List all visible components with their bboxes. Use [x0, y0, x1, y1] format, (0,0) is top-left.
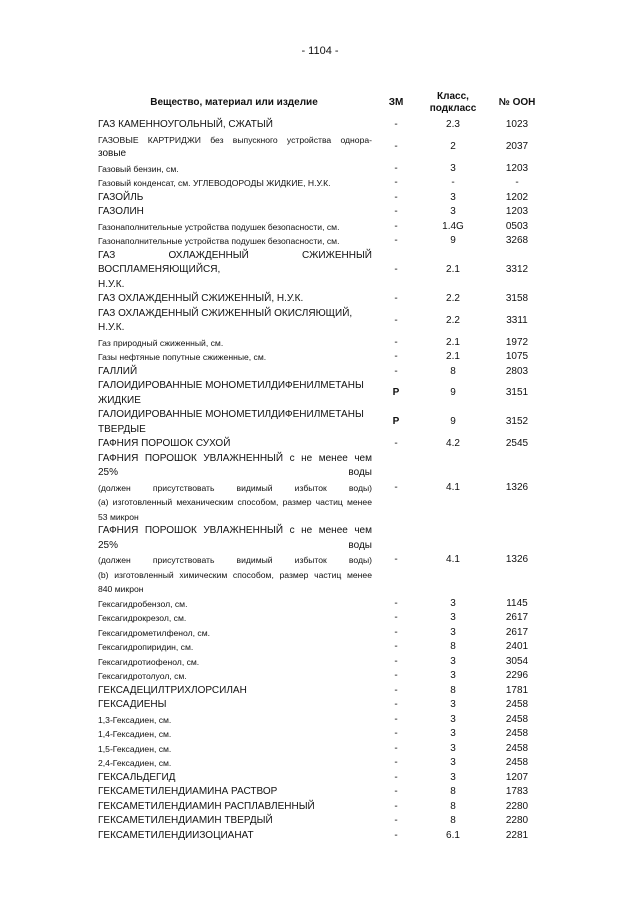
un-number-value: 2280: [505, 800, 529, 812]
substance-name-line: Газонаполнительные устройства подушек безопасности, см.: [98, 236, 340, 246]
class-value: 3: [450, 713, 456, 725]
substance-name-line: ГАЗОЛИН: [98, 206, 144, 217]
substance-name: [96, 365, 372, 380]
zm-value: -: [394, 140, 398, 152]
table-row: [96, 307, 548, 336]
class-value: 3: [450, 757, 456, 768]
zm-value: -: [394, 641, 398, 652]
substance-name-line: (b) изготовленный химическим способом, размер частиц менее: [98, 569, 372, 580]
table-row: [96, 133, 548, 162]
table-row: [96, 350, 548, 365]
un-number-value: 1075: [505, 351, 529, 362]
substance-name-line: 840 микрон: [98, 584, 144, 594]
substance-name-line: ГАЛЛИЙ: [98, 365, 138, 377]
substance-name: [96, 234, 372, 249]
substance-name: [96, 727, 372, 742]
zm-value: -: [394, 162, 398, 174]
table-row: [96, 234, 548, 249]
un-number-value: 3151: [505, 387, 529, 399]
table-row: [96, 205, 548, 220]
table-row: [96, 611, 548, 626]
zm-value: -: [394, 670, 398, 681]
class-value: 2.1: [446, 336, 460, 348]
substance-name-line: ГЕКСАМЕТИЛЕНДИИЗОЦИАНАТ: [98, 829, 254, 841]
table-row: [96, 336, 548, 351]
table-row: [96, 698, 548, 713]
table-row: [96, 220, 548, 235]
substance-name-line: (должен присутствовать видимый избыток воды): [98, 555, 372, 565]
substance-name-line: ГАЗ ОХЛАЖДЕННЫЙ СЖИЖЕННЫЙ ВОСПЛАМЕНЯЮЩИЙСЯ,: [98, 249, 372, 275]
class-value: 2.2: [446, 293, 460, 304]
substance-name: [96, 814, 372, 829]
zm-value: -: [394, 684, 398, 696]
substance-name-line: ГАЗ ОХЛАЖДЕННЫЙ СЖИЖЕННЫЙ ОКИСЛЯЮЩИЙ, Н.У.К.: [98, 307, 353, 333]
header-class: Класс, подкласс: [429, 91, 477, 114]
table-row: [96, 524, 548, 597]
substance-name: [96, 800, 372, 815]
substance-name: [96, 220, 372, 235]
class-value: 4.1: [446, 481, 460, 493]
un-number-value: 1203: [505, 162, 529, 174]
substance-name: [96, 350, 372, 365]
table-row: [96, 785, 548, 800]
zm-value: -: [394, 655, 398, 667]
un-number-value: 0503: [505, 220, 529, 232]
zm-value: -: [394, 220, 398, 232]
table-row: [96, 727, 548, 742]
zm-value: -: [394, 786, 398, 797]
substance-name-line: ГАФНИЯ ПОРОШОК УВЛАЖНЕННЫЙ с не менее чем 25% воды: [98, 525, 372, 551]
table-row: [96, 669, 548, 684]
un-number-value: 2617: [505, 626, 529, 638]
substance-name: [96, 829, 372, 844]
substance-name-line: ЖИДКИЕ: [98, 394, 141, 406]
substance-name-line: 2,4-Гексадиен, см.: [98, 758, 172, 768]
substance-name-line: ТВЕРДЫЕ: [98, 423, 146, 435]
zm-value: -: [394, 713, 398, 725]
substance-name: [96, 742, 372, 757]
un-number-value: 2803: [505, 365, 529, 377]
table-row: [96, 437, 548, 452]
table-row: [96, 292, 548, 307]
substance-name: [96, 597, 372, 612]
class-value: 3: [450, 742, 456, 754]
substance-name: [96, 655, 372, 670]
un-number-value: 2545: [505, 438, 529, 449]
substance-name-line: ГАФНИЯ ПОРОШОК УВЛАЖНЕННЫЙ с не менее чем 25% воды: [98, 452, 372, 478]
un-number-value: 1781: [505, 684, 529, 696]
substance-name: [96, 249, 372, 293]
class-value: 3: [450, 206, 456, 217]
table-row: [96, 162, 548, 177]
zm-value: -: [394, 438, 398, 449]
class-value: 8: [450, 365, 456, 377]
substance-name-line: Газ природный сжиженный, см.: [98, 337, 224, 348]
class-value: 9: [450, 416, 456, 428]
substance-name-line: 1,4-Гексадиен, см.: [98, 729, 172, 739]
header-zm: ЗМ: [388, 97, 404, 108]
table-row: [96, 829, 548, 844]
class-value: 8: [450, 786, 456, 797]
table-row: [96, 379, 548, 408]
substance-name: [96, 452, 372, 525]
zm-value: -: [394, 314, 398, 326]
substance-name-line: Газовый бензин, см.: [98, 163, 179, 174]
un-number-value: 1203: [505, 206, 529, 217]
class-value: 3: [450, 597, 456, 609]
substance-name-line: Гексагидротиофенол, см.: [98, 656, 200, 667]
zm-value: -: [394, 728, 398, 739]
class-value: 6.1: [446, 829, 460, 841]
substance-name: [96, 437, 372, 452]
substance-name: [96, 118, 372, 133]
substance-name-line: Гексагидрометилфенол, см.: [98, 627, 211, 638]
class-value: 2.3: [446, 119, 460, 130]
substance-name-line: 1,5-Гексадиен, см.: [98, 743, 172, 754]
table-row: [96, 655, 548, 670]
substance-name-line: ГЕКСАДИЕНЫ: [98, 699, 167, 710]
class-value: 3: [450, 771, 456, 783]
substance-name-line: ГАЗ КАМЕННОУГОЛЬНЫЙ, СЖАТЫЙ: [98, 119, 273, 130]
zm-value: -: [394, 365, 398, 377]
un-number-value: 2296: [505, 670, 529, 681]
un-number-value: 1202: [505, 191, 529, 203]
zm-value: -: [394, 742, 398, 754]
zm-value: -: [394, 119, 398, 130]
substance-name: [96, 162, 372, 177]
zm-value: -: [394, 815, 398, 826]
substance-name-line: зовые: [98, 148, 127, 159]
zm-value: -: [394, 481, 398, 493]
class-value: 3: [450, 626, 456, 638]
class-value: 3: [450, 655, 456, 667]
un-number-value: 2280: [505, 815, 529, 826]
un-number-value: 1145: [506, 597, 528, 609]
table-row: [96, 176, 548, 191]
table-row: [96, 597, 548, 612]
table-row: [96, 800, 548, 815]
un-number-value: 3158: [505, 293, 529, 304]
un-number-value: 1972: [505, 336, 529, 348]
un-number-value: 3312: [505, 264, 529, 275]
class-value: 4.1: [446, 554, 460, 565]
table-row: [96, 684, 548, 699]
class-value: 3: [450, 612, 456, 623]
un-number-value: 1326: [505, 554, 529, 565]
table-row: [96, 640, 548, 655]
class-value: 2: [450, 140, 456, 152]
un-number-value: 2458: [505, 742, 529, 754]
substance-name: [96, 640, 372, 655]
zm-value: -: [394, 351, 398, 362]
table-row: [96, 408, 548, 437]
substance-name-line: Газы нефтяные попутные сжиженные, см.: [98, 352, 267, 362]
class-value: 8: [450, 815, 456, 826]
substance-name: [96, 785, 372, 800]
table-row: [96, 118, 548, 133]
table-row: [96, 713, 548, 728]
substance-name: [96, 336, 372, 351]
zm-value: -: [394, 829, 398, 841]
zm-value: -: [394, 626, 398, 638]
un-number-value: 3268: [505, 235, 529, 246]
substance-name-line: (а) изготовленный механическим способом, размер частиц менее: [98, 497, 372, 507]
table-row: [96, 626, 548, 641]
substance-name-line: ГЕКСАДЕЦИЛТРИХЛОРСИЛАН: [98, 684, 247, 696]
un-number-value: 1326: [505, 481, 529, 493]
zm-value: -: [394, 800, 398, 812]
un-number-value: 2458: [505, 757, 529, 768]
substance-name-line: ГАЛОИДИРОВАННЫЕ МОНОМЕТИЛДИФЕНИЛМЕТАНЫ: [98, 380, 364, 391]
substance-name-line: ГЕКСАМЕТИЛЕНДИАМИН РАСПЛАВЛЕННЫЙ: [98, 800, 315, 812]
substance-name-line: Газовый конденсат, см. УГЛЕВОДОРОДЫ ЖИДКИЕ, Н.У.К.: [98, 178, 331, 188]
substance-name: [96, 684, 372, 699]
dangerous-goods-table: [96, 88, 548, 843]
zm-value: -: [394, 757, 398, 768]
zm-value: -: [394, 771, 398, 783]
un-number-value: 2458: [505, 699, 529, 710]
substance-name-line: ГАЛОИДИРОВАННЫЕ МОНОМЕТИЛДИФЕНИЛМЕТАНЫ: [98, 409, 364, 420]
zm-value: -: [394, 177, 398, 188]
un-number-value: 2458: [505, 728, 529, 739]
substance-name-line: ГЕКСАЛЬДЕГИД: [98, 771, 176, 783]
table-row: [96, 814, 548, 829]
class-value: 2.1: [446, 264, 460, 275]
substance-name: [96, 771, 372, 786]
page-number: - 1104 -: [301, 45, 339, 57]
header-substance: Вещество, материал или изделие: [150, 97, 318, 108]
class-value: 3: [450, 191, 456, 203]
class-value: 3: [450, 670, 456, 681]
table-row: [96, 742, 548, 757]
header-un-number: № ООН: [498, 97, 536, 108]
substance-name-line: ГАЗОЙЛЬ: [98, 191, 144, 203]
table-row: [96, 191, 548, 206]
substance-name: [96, 307, 372, 336]
class-value: -: [451, 177, 455, 188]
class-value: 3: [450, 162, 456, 174]
class-value: 4.2: [446, 438, 460, 449]
un-number-value: -: [515, 177, 519, 188]
substance-name: [96, 191, 372, 206]
un-number-value: 2458: [505, 713, 529, 725]
substance-name-line: 53 микрон: [98, 511, 139, 522]
substance-name-line: Н.У.К.: [98, 278, 125, 290]
zm-value: -: [394, 235, 398, 246]
substance-name-line: Гексагидротолуол, см.: [98, 671, 187, 681]
substance-name: [96, 756, 372, 771]
un-number-value: 3311: [506, 314, 528, 326]
substance-name-line: ГАЗ ОХЛАЖДЕННЫЙ СЖИЖЕННЫЙ, Н.У.К.: [98, 293, 304, 304]
zm-value: P: [392, 387, 400, 399]
substance-name: [96, 626, 372, 641]
class-value: 8: [450, 641, 456, 652]
table-row: [96, 452, 548, 525]
substance-name-line: (должен присутствовать видимый избыток воды): [98, 482, 372, 493]
substance-name-line: ГЕКСАМЕТИЛЕНДИАМИН ТВЕРДЫЙ: [98, 815, 273, 826]
class-value: 3: [450, 728, 456, 739]
substance-name-line: 1,3-Гексадиен, см.: [98, 714, 172, 725]
substance-name: [96, 611, 372, 626]
substance-name: [96, 176, 372, 191]
class-value: 8: [450, 800, 456, 812]
substance-name: [96, 292, 372, 307]
zm-value: -: [394, 336, 398, 348]
class-value: 1.4G: [442, 220, 464, 232]
zm-value: P: [392, 416, 400, 428]
class-value: 2.2: [446, 314, 460, 326]
substance-name: [96, 133, 372, 162]
zm-value: -: [394, 264, 398, 275]
substance-name: [96, 669, 372, 684]
zm-value: -: [394, 699, 398, 710]
substance-name: [96, 379, 372, 408]
zm-value: -: [394, 612, 398, 623]
class-value: 2.1: [446, 351, 460, 362]
substance-name: [96, 205, 372, 220]
substance-name-line: ГЕКСАМЕТИЛЕНДИАМИНА РАСТВОР: [98, 786, 278, 797]
class-value: 8: [450, 684, 456, 696]
substance-name: [96, 408, 372, 437]
un-number-value: 1207: [505, 771, 529, 783]
substance-name: [96, 698, 372, 713]
zm-value: -: [394, 597, 398, 609]
un-number-value: 2281: [505, 829, 529, 841]
zm-value: -: [394, 191, 398, 203]
substance-name: [96, 524, 372, 597]
table-row: [96, 771, 548, 786]
table-row: [96, 756, 548, 771]
substance-name-line: ГАФНИЯ ПОРОШОК СУХОЙ: [98, 438, 231, 449]
class-value: 9: [450, 387, 456, 399]
zm-value: -: [394, 554, 398, 565]
un-number-value: 3054: [505, 655, 529, 667]
class-value: 3: [450, 699, 456, 710]
un-number-value: 2037: [505, 140, 529, 152]
un-number-value: 2401: [505, 641, 529, 652]
substance-name-line: ГАЗОВЫЕ КАРТРИДЖИ без выпускного устройства однора-: [98, 134, 372, 145]
substance-name-line: Гексагидропиридин, см.: [98, 642, 194, 652]
substance-name-line: Газонаполнительные устройства подушек безопасности, см.: [98, 221, 340, 232]
table-row: [96, 249, 548, 293]
substance-name: [96, 713, 372, 728]
table-row: [96, 365, 548, 380]
substance-name-line: Гексагидробензол, см.: [98, 598, 188, 609]
un-number-value: 1023: [505, 119, 529, 130]
un-number-value: 2617: [505, 612, 529, 623]
class-value: 9: [450, 235, 456, 246]
un-number-value: 3152: [505, 416, 529, 428]
zm-value: -: [394, 206, 398, 217]
un-number-value: 1783: [505, 786, 529, 797]
zm-value: -: [394, 293, 398, 304]
substance-name-line: Гексагидрокрезол, см.: [98, 613, 187, 623]
